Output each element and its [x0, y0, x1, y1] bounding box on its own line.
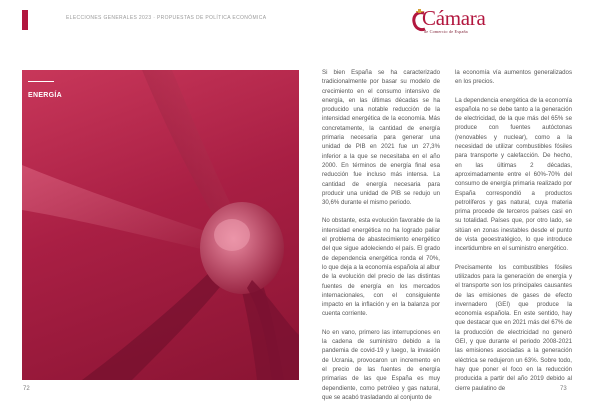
logo-wordmark: Cámara	[422, 6, 486, 30]
running-header: ELECCIONES GENERALES 2023 · PROPUESTAS DE POLÍTICA ECONÓMICA	[66, 15, 267, 21]
paragraph: La dependencia energética de la economía española no se debe tanto a la generación de electricidad, de la que más del 65% se produce con fuentes autóctonas (renovables y nuclear), como a la necesidad de utilizar combustibles fósiles para transporte y calefacción. De hecho, en las últimas 2 décadas, aproximadamente entre el 60%-70% del consumo de energía primaria realizado por España correspondió a productos petrolíferos y gas natural, cuya materia prima procede de terceros países casi en su totalidad. Países que, por otro lado, se sitúan en zonas inestables desde el punto de vista geoestratégico, lo que introduce incertidumbre en el suministro energético.	[455, 96, 572, 253]
text-column-left	[322, 68, 440, 411]
wind-turbine-icon	[22, 70, 299, 380]
header-accent-bar	[22, 10, 28, 30]
paragraph: Si bien España se ha caracterizado tradicionalmente por basar su modelo de crecimiento en el consumo intensivo de energía, en las últimas décadas se ha producido una notable reducción de la intensidad energética de la economía. Más concretamente, la cantidad de energía primaria necesaria para generar una unidad de PIB en 2021 fue un 27,3% inferior a la que se necesitaba en el año 2000. En términos de energía final esa reducción fue incluso más intensa. La cantidad de energía necesaria para producir una unidad de PIB se redujo un 30,6% durante el mismo periodo.	[322, 69, 440, 207]
section-divider	[28, 81, 54, 82]
camara-logo	[412, 8, 492, 36]
section-title: ENERGÍA	[28, 92, 62, 99]
text-column-right	[455, 68, 572, 402]
paragraph: No en vano, primero las interrupciones en la cadena de suministro debido a la pandemia de covid-19 y luego, la invasión de Ucrania, provocaron un incremento en el precio de las fuentes de energía primarias de las que España es muy dependiente, como petróleo y gas natural, que se acabó trasladando al conjunto de	[322, 328, 440, 401]
wind-turbine-image	[22, 70, 299, 380]
logo-subtitle: de Comercio de España	[424, 29, 468, 34]
page-number-left: 72	[23, 386, 30, 392]
paragraph: No obstante, esta evolución favorable de la intensidad energética no ha logrado paliar el problema de abastecimiento energético del que sigue adoleciendo el país. El grado de dependencia energética ronda el 70%, lo que deja a la economía española al albur de la evolución del precio de las distintas fuentes de energía en los mercados internacionales, con el consiguiente impacto en la inflación y en la balanza por cuenta corriente.	[322, 217, 440, 318]
page-number-right: 73	[560, 386, 567, 392]
paragraph: la economía vía aumentos generalizados en los precios.	[455, 69, 572, 86]
paragraph: Precisamente los combustibles fósiles utilizados para la generación de energía y el transporte son los principales causantes de las emisiones de gases de efecto invernadero (GEI) que produce la economía española. En este sentido, hay que destacar que en 2021 más del 67% de la producción de electricidad no generó GEI, y que durante el periodo 2008-2021 las emisiones asociadas a la generación eléctrica se redujeron un 63%. Sobre todo, hay que poner el foco en la reducción producida a partir del año 2019 debido al cierre paulatino de	[455, 263, 572, 392]
